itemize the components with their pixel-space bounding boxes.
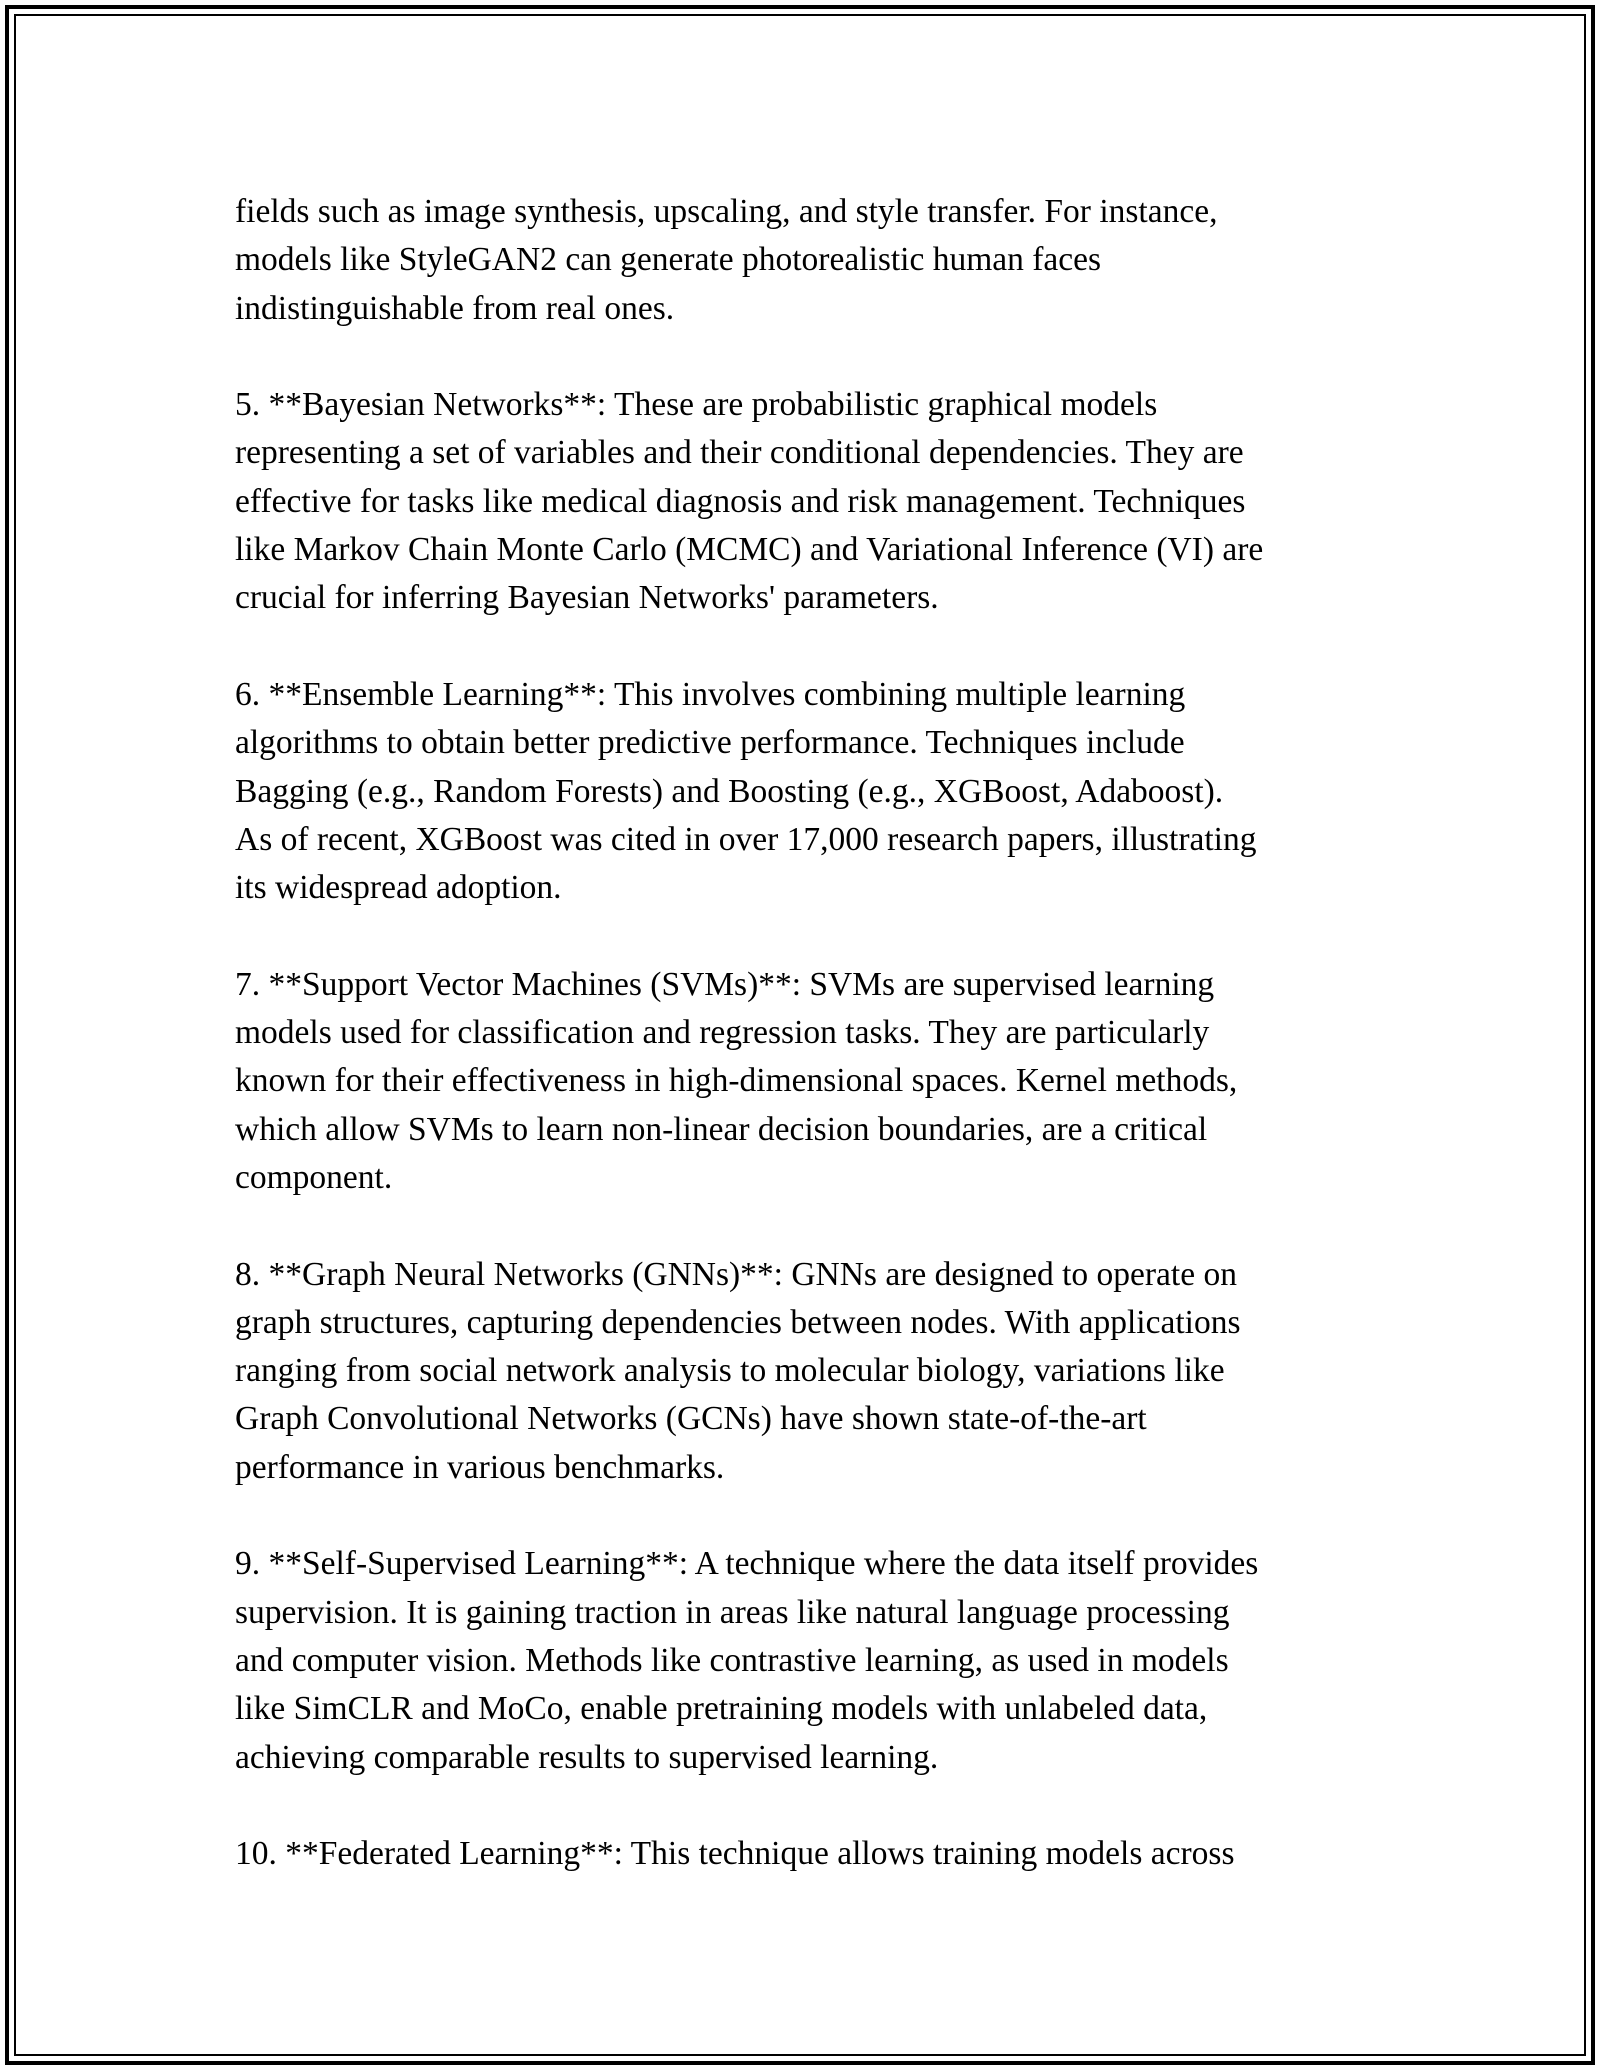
text-line: 8. **Graph Neural Networks (GNNs)**: GNNs are designed to operate on xyxy=(235,1255,1237,1293)
text-line: and computer vision. Methods like contrastive learning, as used in models xyxy=(235,1641,1229,1679)
text-line: like SimCLR and MoCo, enable pretraining models with unlabeled data, xyxy=(235,1690,1208,1728)
text-line: representing a set of variables and their conditional dependencies. They are xyxy=(235,434,1244,472)
text-line: crucial for inferring Bayesian Networks' parameters. xyxy=(235,579,939,617)
paragraph xyxy=(235,1830,1415,1878)
text-line: effective for tasks like medical diagnosis and risk management. Techniques xyxy=(235,482,1246,520)
text-line: indistinguishable from real ones. xyxy=(235,289,675,327)
paragraph xyxy=(235,188,1415,333)
text-line: its widespread adoption. xyxy=(235,869,562,907)
text-line: 5. **Bayesian Networks**: These are probabilistic graphical models xyxy=(235,386,1158,424)
text-line: which allow SVMs to learn non-linear decision boundaries, are a critical xyxy=(235,1110,1208,1148)
text-line: like Markov Chain Monte Carlo (MCMC) and Variational Inference (VI) are xyxy=(235,531,1264,569)
text-line: fields such as image synthesis, upscaling, and style transfer. For instance, xyxy=(235,193,1218,230)
text-line: component. xyxy=(235,1158,393,1196)
text-line: algorithms to obtain better predictive performance. Techniques include xyxy=(235,724,1185,762)
paragraph xyxy=(235,1251,1415,1492)
text-line: Bagging (e.g., Random Forests) and Boosting (e.g., XGBoost, Adaboost). xyxy=(235,772,1224,810)
paragraph xyxy=(235,671,1415,912)
text-line: supervision. It is gaining traction in areas like natural language processing xyxy=(235,1593,1230,1631)
text-line: graph structures, capturing dependencies between nodes. With applications xyxy=(235,1303,1241,1341)
text-line: 7. **Support Vector Machines (SVMs)**: SVMs are supervised learning xyxy=(235,965,1215,1003)
text-line: Graph Convolutional Networks (GCNs) have shown state-of-the-art xyxy=(235,1400,1147,1438)
text-line: 9. **Self-Supervised Learning**: A technique where the data itself provides xyxy=(235,1545,1259,1583)
document-body xyxy=(235,188,1415,1927)
paragraph xyxy=(235,1540,1415,1781)
text-line: achieving comparable results to supervised learning. xyxy=(235,1738,939,1776)
paragraph xyxy=(235,961,1415,1202)
text-line: 6. **Ensemble Learning**: This involves combining multiple learning xyxy=(235,675,1186,713)
text-line: models like StyleGAN2 can generate photorealistic human faces xyxy=(235,241,1102,279)
text-line: As of recent, XGBoost was cited in over 17,000 research papers, illustrating xyxy=(235,820,1257,858)
text-line: models used for classification and regression tasks. They are particularly xyxy=(235,1014,1210,1052)
text-line: known for their effectiveness in high-dimensional spaces. Kernel methods, xyxy=(235,1062,1238,1100)
text-line: 10. **Federated Learning**: This technique allows training models across xyxy=(235,1835,1235,1873)
paragraph xyxy=(235,381,1415,622)
text-line: ranging from social network analysis to molecular biology, variations like xyxy=(235,1352,1225,1390)
text-line: performance in various benchmarks. xyxy=(235,1448,725,1486)
